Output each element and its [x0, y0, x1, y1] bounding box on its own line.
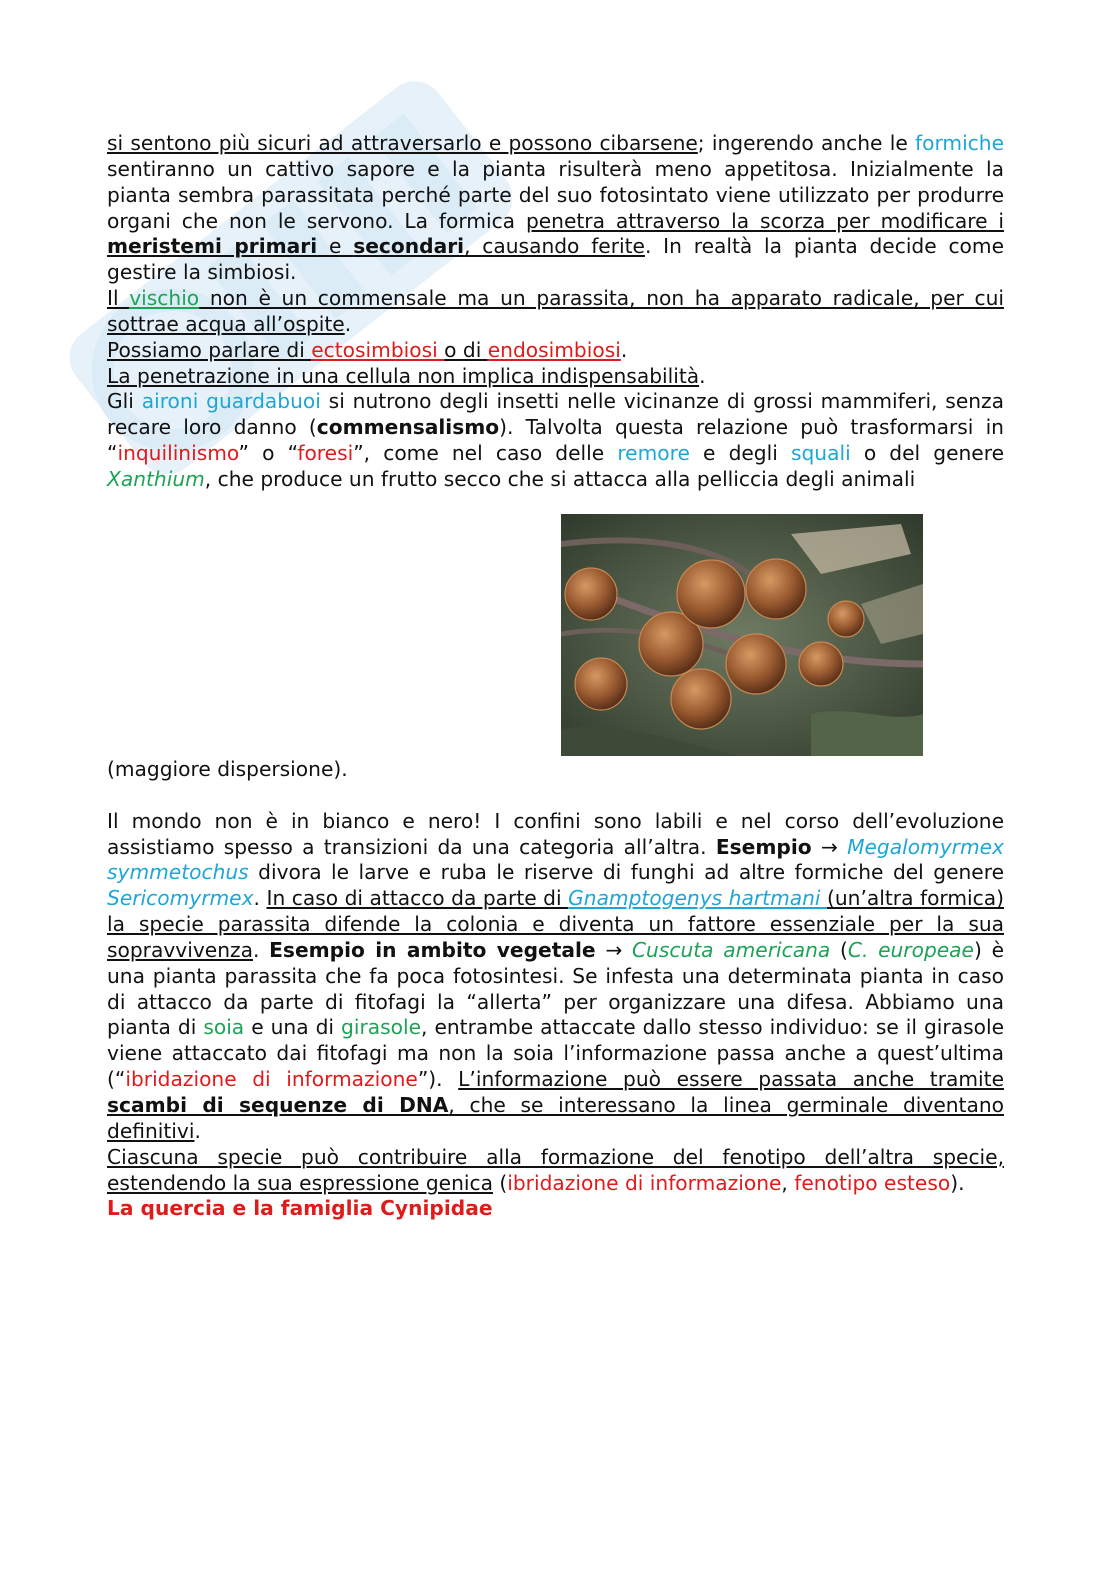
body-text-top — [107, 131, 1004, 493]
paragraph-7: Ciascuna specie può contribuire alla formazione del fenotipo dell’altra specie, estendendo la sua espressione genica (ibridazione di informazione, fenotipo esteso). — [107, 1144, 1004, 1195]
xanthium-burrs-illustration — [561, 514, 923, 756]
paragraph-5-continued: (maggiore dispersione). — [107, 757, 348, 781]
paragraph-1: si sentono più sicuri ad attraversarlo e possono cibarsene; ingerendo anche le formiche sentiranno un cattivo sapore e la pianta risulterà meno appetitosa. Inizialmente la pianta sembra parassitata perché parte del suo fotosintato viene utilizzato per produrre organi che non le servono. La formica penetra attraverso la scorza per modificare i meristemi primari e secondari, causando ferite. In realtà la pianta decide come gestire la simbiosi. — [107, 131, 1005, 285]
body-text-bottom — [107, 757, 1004, 1222]
paragraph-5: Gli aironi guardabuoi si nutrono degli insetti nelle vicinanze di grossi mammiferi, senza recare loro danno (commensalismo). Talvolta questa relazione può trasformarsi in “inquilinismo” o “foresi”, come nel caso delle remore e degli squali o del genere Xanthium, che produce un frutto secco che si attacca alla pelliccia degli animali — [107, 389, 1005, 491]
paragraph-6: Il mondo non è in bianco e nero! I confini sono labili e nel corso dell’evoluzione assistiamo spesso a transizioni da una categoria all’altra. Esempio → Megalomyrmex symmetochus divora le larve e ruba le riserve di funghi ad altre formiche del genere Sericomyrmex. In caso di attacco da parte di Gnamptogenys hartmani (un’altra formica) la specie parassita difende la colonia e diventa un fattore essenziale per la sua sopravvivenza. Esempio in ambito vegetale → Cuscuta americana (C. europeae) è una pianta parassita che fa poca fotosintesi. Se infesta una determinata pianta in caso di attacco da parte di fitofagi la “allerta” per organizzare una difesa. Abbiamo una pianta di soia e una di girasole, entrambe attaccate dallo stesso individuo: se il girasole viene attaccato dai fitofagi ma non la soia l’informazione passa anche a quest’ultima (“ibridazione di informazione”). L’informazione può essere passata anche tramite scambi di sequenze di DNA, che se interessano la linea germinale diventano definitivi. — [107, 808, 1005, 1143]
paragraph-4: La penetrazione in una cellula non implica indispensabilità. — [107, 363, 706, 388]
xanthium-photo — [561, 514, 923, 756]
section-heading: La quercia e la famiglia Cynipidae — [107, 1196, 493, 1221]
paragraph-2: Il vischio non è un commensale ma un parassita, non ha apparato radicale, per cui sottrae acqua all’ospite. — [107, 286, 1004, 336]
paragraph-3: Possiamo parlare di ectosimbiosi o di endosimbiosi. — [107, 337, 628, 362]
